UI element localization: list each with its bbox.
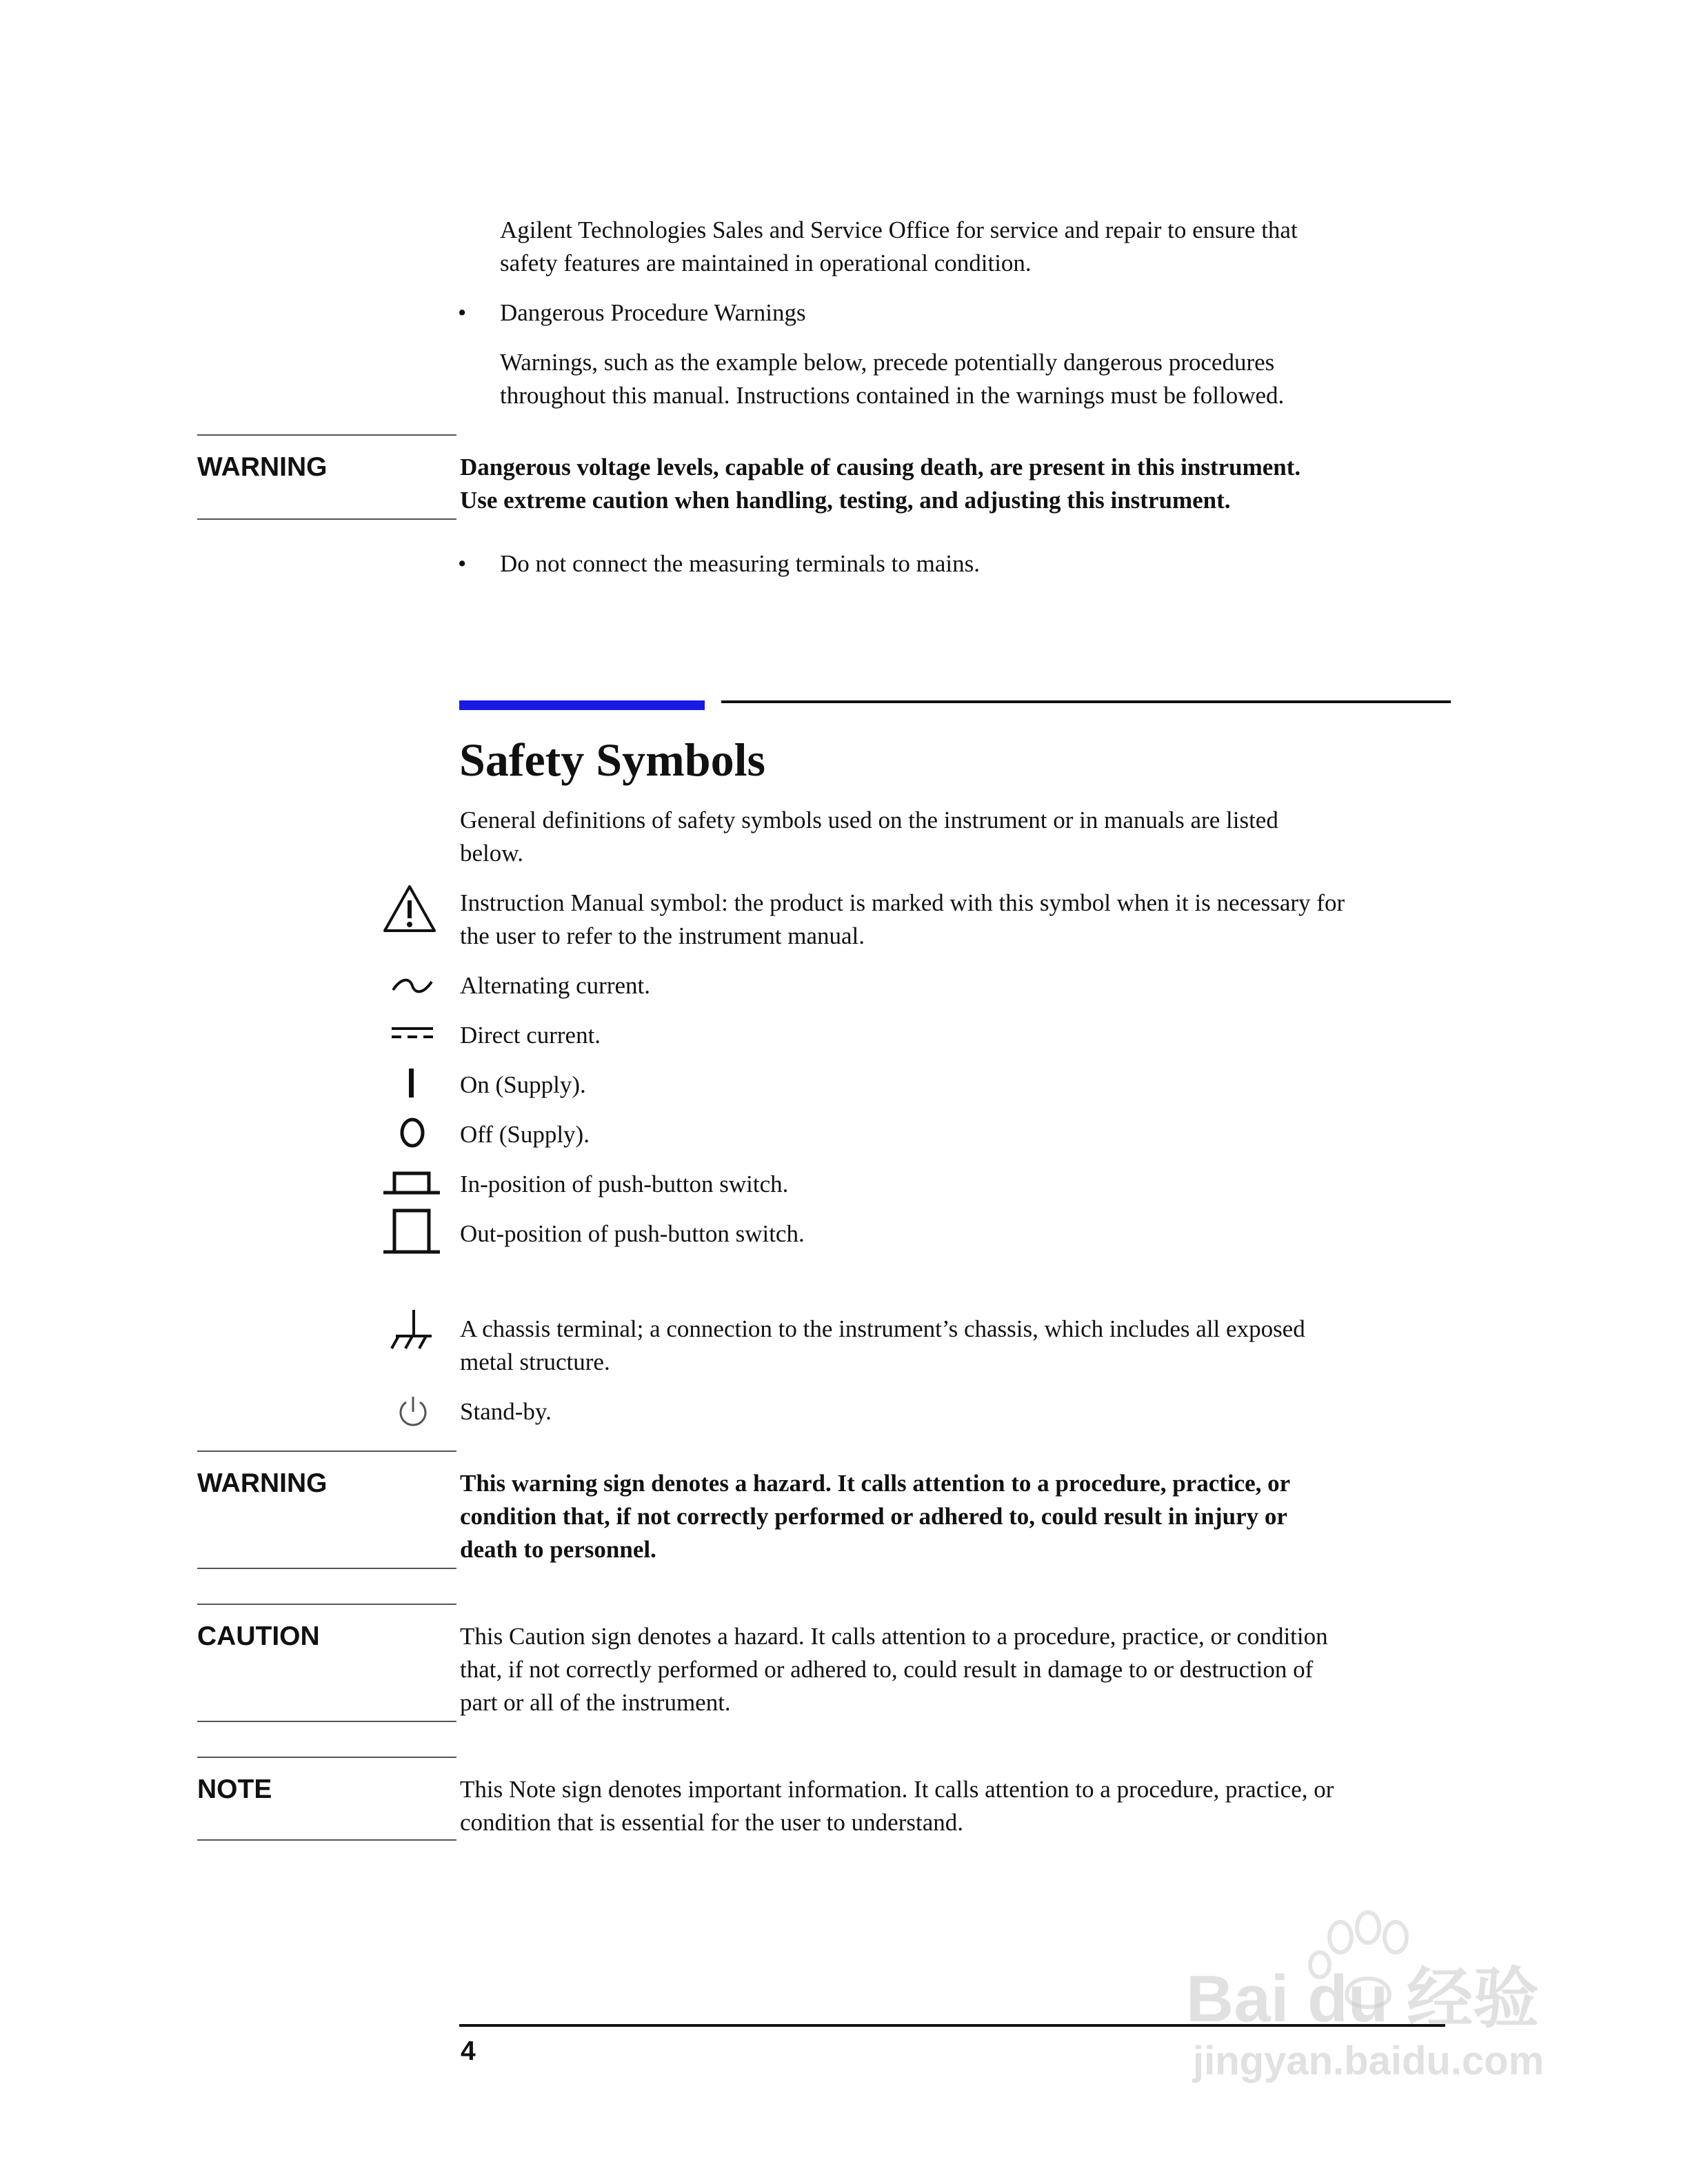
caution-label: CAUTION (197, 1621, 320, 1651)
caution-rule-top (197, 1604, 456, 1605)
chassis-terminal-icon (388, 1308, 436, 1351)
text-line: Warnings, such as the example below, precede potentially dangerous procedures (500, 349, 1275, 376)
text-line: This Note sign denotes important information. It calls attention to a procedure, practice, or (460, 1776, 1334, 1803)
section-intro (460, 804, 1278, 870)
text-line: Use extreme caution when handling, testing, and adjusting this instrument. (460, 487, 1231, 514)
caution-rule-bottom (197, 1721, 456, 1722)
section-rule (721, 700, 1451, 703)
intro-paragraph (500, 214, 1298, 280)
note-label: NOTE (197, 1775, 272, 1804)
symbol-ac-text: Alternating current. (460, 972, 651, 999)
warning-rule-bottom (197, 518, 456, 520)
symbol-standby-text: Stand-by. (460, 1398, 552, 1425)
text-line: safety features are maintained in operational condition. (500, 250, 1032, 276)
watermark-url: jingyan.baidu.com (1193, 2039, 1545, 2083)
standby-icon (396, 1394, 430, 1430)
page-number: 4 (461, 2036, 476, 2066)
text-line: part or all of the instrument. (460, 1689, 731, 1716)
note-rule-bottom (197, 1839, 456, 1841)
note-text (460, 1773, 1334, 1839)
alternating-current-icon (390, 975, 434, 997)
text-line: the user to refer to the instrument manual. (460, 922, 865, 949)
symbol-dc-text: Direct current. (460, 1022, 601, 1049)
text-line: metal structure. (460, 1348, 610, 1375)
text-line: below. (460, 840, 524, 867)
watermark-brand: Bai du 经验 (1186, 1962, 1540, 2036)
warning-label: WARNING (197, 1468, 328, 1498)
bullet-measuring-terminals: Do not connect the measuring terminals to mains. (500, 550, 980, 577)
power-off-icon (397, 1115, 428, 1150)
text-line: Instruction Manual symbol: the product is marked with this symbol when it is necessary for (460, 889, 1345, 916)
warnings-paragraph (500, 346, 1284, 412)
bullet-marker: • (458, 299, 467, 326)
text-line: that, if not correctly performed or adhered to, could result in damage to or destruction of (460, 1656, 1314, 1683)
warning-text (460, 451, 1300, 517)
power-on-icon (403, 1067, 419, 1100)
direct-current-icon (390, 1024, 434, 1041)
text-line: throughout this manual. Instructions contained in the warnings must be followed. (500, 382, 1285, 409)
caution-text (460, 1620, 1328, 1719)
symbol-in-position-text: In-position of push-button switch. (460, 1171, 789, 1197)
symbol-off-text: Off (Supply). (460, 1121, 590, 1148)
warning-label: WARNING (197, 452, 328, 482)
bullet-marker: • (458, 550, 467, 577)
text-line: Dangerous voltage levels, capable of causing death, are present in this instrument. (460, 454, 1301, 481)
symbol-chassis-text (460, 1313, 1305, 1379)
text-line: This warning sign denotes a hazard. It calls attention to a procedure, practice, or (460, 1470, 1291, 1497)
push-button-out-icon (382, 1205, 441, 1256)
text-line: Agilent Technologies Sales and Service Office for service and repair to ensure that (500, 216, 1298, 243)
text-line: A chassis terminal; a connection to the instrument’s chassis, which includes all exposed (460, 1315, 1305, 1342)
note-rule-top (197, 1757, 456, 1758)
section-accent-bar (459, 700, 705, 710)
warning-rule-top (197, 1450, 456, 1452)
symbol-out-position-text: Out-position of push-button switch. (460, 1220, 805, 1247)
section-title: Safety Symbols (459, 734, 765, 786)
text-line: condition that is essential for the user to understand. (460, 1809, 963, 1836)
warning-text (460, 1467, 1290, 1566)
text-line: death to personnel. (460, 1536, 656, 1563)
bullet-dangerous-procedure: Dangerous Procedure Warnings (500, 299, 806, 326)
symbol-on-text: On (Supply). (460, 1071, 586, 1098)
warning-rule-top (197, 434, 456, 436)
push-button-in-icon (382, 1168, 441, 1198)
symbol-manual-text (460, 887, 1345, 953)
text-line: This Caution sign denotes a hazard. It calls attention to a procedure, practice, or condition (460, 1623, 1328, 1650)
text-line: General definitions of safety symbols used on the instrument or in manuals are listed (460, 807, 1278, 833)
text-line: condition that, if not correctly performed or adhered to, could result in injury or (460, 1503, 1287, 1530)
warning-rule-bottom (197, 1568, 456, 1569)
warning-triangle-icon (382, 884, 437, 933)
